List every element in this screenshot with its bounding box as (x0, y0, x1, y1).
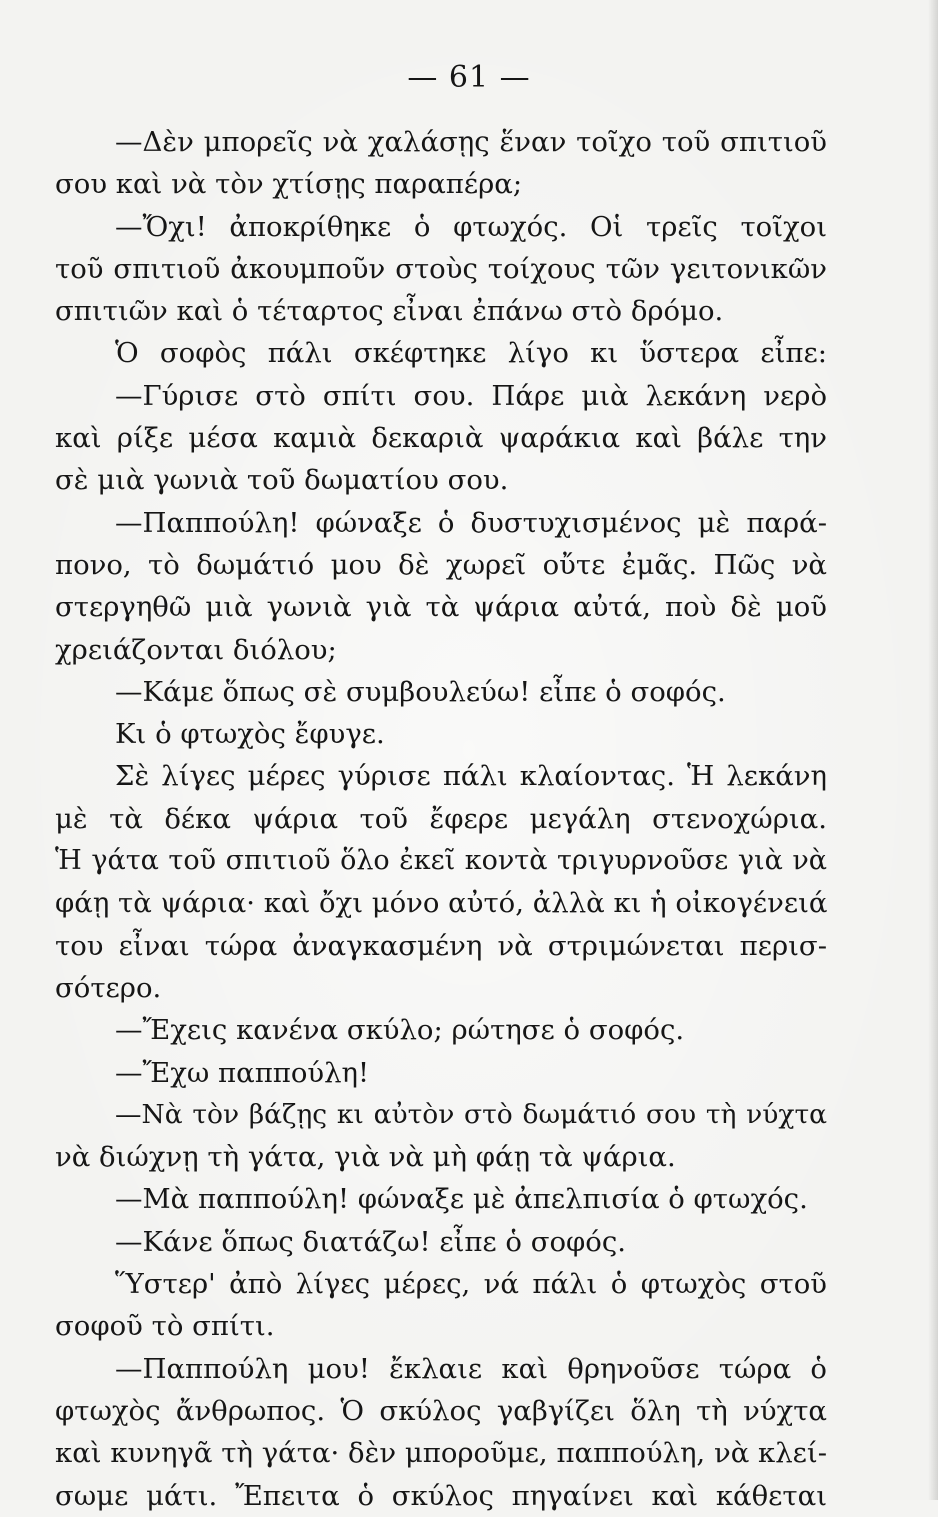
text-line: —Παππούλη! φώναξε ὁ δυστυχισμένος μὲ παρά- (115, 506, 827, 539)
text-line: —Μὰ παππούλη! φώναξε μὲ ἀπελπισία ὁ φτωχός. (115, 1183, 808, 1216)
text-line: φτωχὸς ἄνθρωπος. Ὁ σκύλος γαβγίζει ὅλη τὴ νύχτα (55, 1394, 827, 1427)
text-line: Ὁ σοφὸς πάλι σκέφτηκε λίγο κι ὕστερα εἶπε: (115, 337, 827, 370)
text-line: μὲ τὰ δέκα ψάρια τοῦ ἔφερε μεγάλη στενοχώρια. (55, 802, 827, 835)
text-line: σὲ μιὰ γωνιὰ τοῦ δωματίου σου. (55, 464, 509, 497)
text-line: —Δὲν μπορεῖς νὰ χαλάσῃς ἕναν τοῖχο τοῦ σπιτιοῦ (115, 126, 827, 158)
text-line: καὶ ρίξε μέσα καμιὰ δεκαριὰ ψαράκια καὶ βάλε την (55, 422, 827, 455)
page-number: — 61 — (407, 60, 531, 95)
text-line: —Κάμε ὅπως σὲ συμβουλεύω! εἶπε ὁ σοφός. (115, 675, 726, 708)
text-line: σπιτιῶν καὶ ὁ τέταρτος εἶναι ἐπάνω στὸ δρόμο. (55, 295, 724, 328)
text-line: χρειάζονται διόλου; (55, 633, 337, 666)
text-line: —Ἔχεις κανένα σκύλο; ρώτησε ὁ σοφός. (115, 1014, 685, 1047)
text-line: φάῃ τὰ ψάρια· καὶ ὄχι μόνο αὐτό, ἀλλὰ κι ἡ οἰκογένειά (55, 887, 828, 920)
text-line: σοφοῦ τὸ σπίτι. (55, 1310, 275, 1343)
text-line: —Νὰ τὸν βάζῃς κι αὐτὸν στὸ δωμάτιό σου τὴ νύχτα (115, 1098, 827, 1130)
text-line: νὰ διώχνῃ τὴ γάτα, γιὰ νὰ μὴ φάῃ τὰ ψάρια. (55, 1141, 676, 1174)
text-line: Ὕστερ' ἀπὸ λίγες μέρες, νά πάλι ὁ φτωχὸς στοῦ (115, 1268, 827, 1301)
text-line: τοῦ σπιτιοῦ ἀκουμποῦν στοὺς τοίχους τῶν γειτονικῶν (55, 252, 827, 285)
text-line: —Κάνε ὅπως διατάζω! εἶπε ὁ σοφός. (115, 1225, 627, 1258)
text-line: Κι ὁ φτωχὸς ἔφυγε. (115, 718, 385, 751)
text-line: στεργηθῶ μιὰ γωνιὰ γιὰ τὰ ψάρια αὐτά, ποὺ δὲ μοῦ (55, 591, 827, 624)
text-line: καὶ κυνηγᾶ τὴ γάτα· δὲν μποροῦμε, παππούλη, νὰ κλεί- (55, 1437, 827, 1470)
text-line: —Παππούλη μου! ἔκλαιε καὶ θρηνοῦσε τώρα ὁ (115, 1352, 827, 1385)
body-text (55, 121, 827, 1517)
text-line: σου καὶ νὰ τὸν χτίσῃς παραπέρα; (55, 168, 523, 201)
text-line: —Ἔχω παππούλη! (115, 1056, 370, 1089)
text-line: σωμε μάτι. Ἔπειτα ὁ σκύλος πηγαίνει καὶ κάθεται (55, 1479, 827, 1512)
page-edge-shadow (928, 0, 938, 1500)
text-line: σότερο. (55, 971, 162, 1004)
text-line: Ἡ γάτα τοῦ σπιτιοῦ ὅλο ἐκεῖ κοντὰ τριγυρνοῦσε γιὰ νὰ (55, 845, 827, 877)
text-line: πονο, τὸ δωμάτιό μου δὲ χωρεῖ οὔτε ἐμᾶς. Πῶς νὰ (55, 548, 827, 581)
text-line: —Γύρισε στὸ σπίτι σου. Πάρε μιὰ λεκάνη νερὸ (115, 379, 827, 412)
text-line: του εἶναι τώρα ἀναγκασμένη νὰ στριμώνεται περισ- (55, 929, 827, 962)
text-line: Σὲ λίγες μέρες γύρισε πάλι κλαίοντας. Ἡ λεκάνη (115, 760, 827, 793)
text-line: —Ὄχι! ἀποκρίθηκε ὁ φτωχός. Οἱ τρεῖς τοῖχοι (115, 210, 827, 243)
